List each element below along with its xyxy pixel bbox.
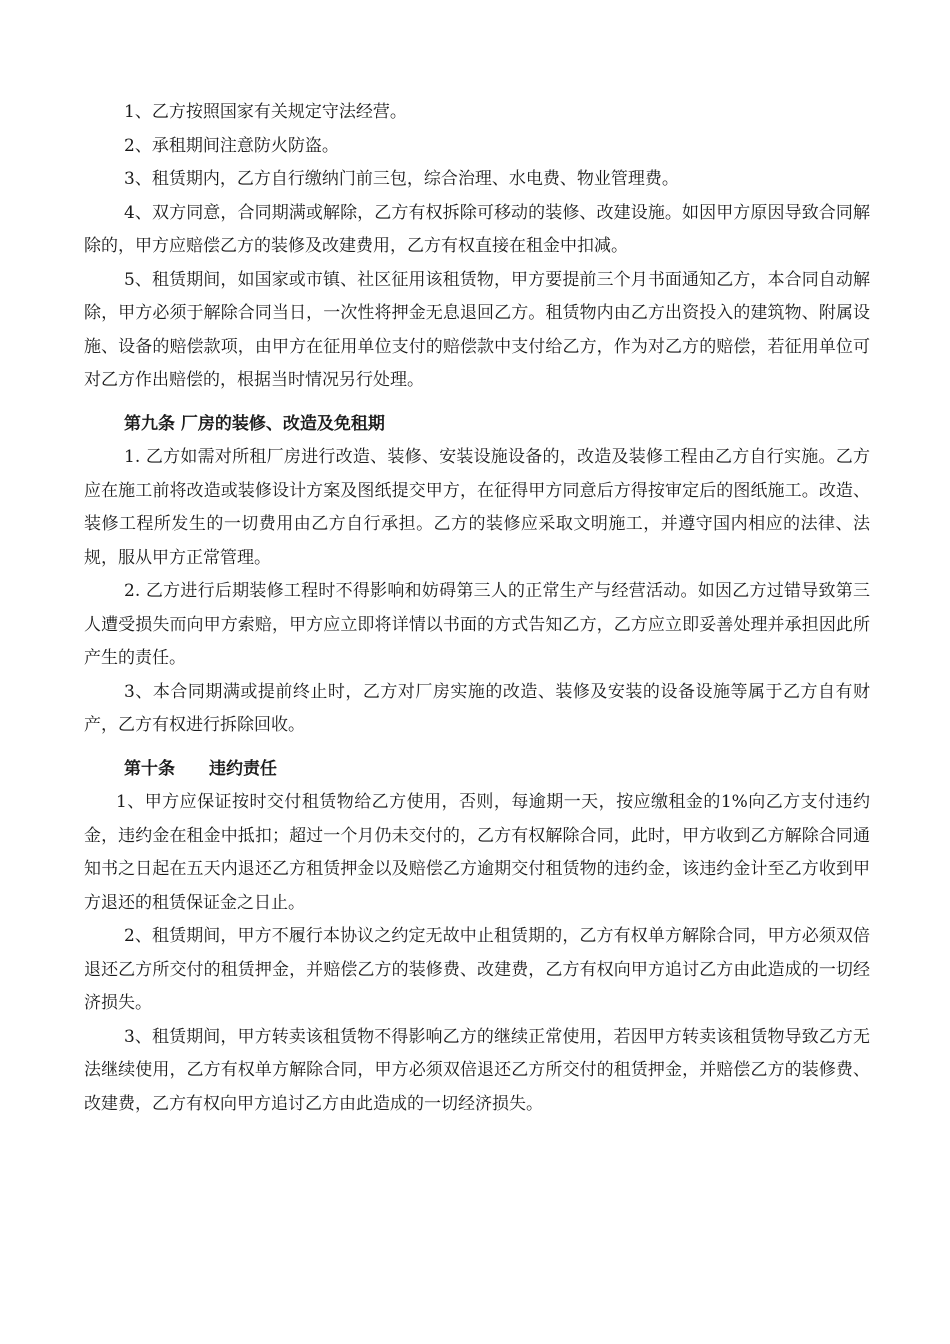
clause-9-heading: 第九条 厂房的装修、改造及免租期 [124, 413, 385, 434]
clause-9-item-1: 1. 乙方如需对所租厂房进行改造、装修、安装设施设备的，改造及装修工程由乙方自行实施。乙方应在施工前将改造或装修设计方案及图纸提交甲方，在征得甲方同意后方得按审定后的图纸施工。改造、装修工程所发生的一切费用由乙方自行承担。乙方的装修应采取文明施工，并遵守国内相应的法律、法规，服从甲方正常管理。 [84, 447, 870, 568]
clause-8-item-5: 5、租赁期间，如国家或市镇、社区征用该租赁物，甲方要提前三个月书面通知乙方，本合同自动解除，甲方必须于解除合同当日，一次性将押金无息退回乙方。租赁物内由乙方出资投入的建筑物、附属设施、设备的赔偿款项，由甲方在征用单位支付的赔偿款中支付给乙方，作为对乙方的赔偿，若征用单位可对乙方作出赔偿的，根据当时情况另行处理。 [84, 269, 870, 390]
clause-10-title: 违约责任 [209, 758, 277, 779]
clause-10-item-3: 3、租赁期间，甲方转卖该租赁物不得影响乙方的继续正常使用，若因甲方转卖该租赁物导致乙方无法继续使用，乙方有权单方解除合同，甲方必须双倍退还乙方所交付的租赁押金，并赔偿乙方的装修费、改建费，乙方有权向甲方追讨乙方由此造成的一切经济损失。 [84, 1026, 870, 1114]
clause-9-item-2: 2. 乙方进行后期装修工程时不得影响和妨碍第三人的正常生产与经营活动。如因乙方过错导致第三人遭受损失而向甲方索赔，甲方应立即将详情以书面的方式告知乙方，乙方应立即妥善处理并承担因此所产生的责任。 [84, 581, 870, 668]
clause-10-item-1: 1、甲方应保证按时交付租赁物给乙方使用，否则，每逾期一天，按应缴租金的1%向乙方支付违约金，违约金在租金中抵扣；超过一个月仍未交付的，乙方有权解除合同，此时，甲方收到乙方解除合同通知书之日起在五天内退还乙方租赁押金以及赔偿乙方逾期交付租赁物的违约金，该违约金计至乙方收到甲方退还的租赁保证金之日止。 [84, 792, 870, 913]
clause-8-item-2: 2、承租期间注意防火防盗。 [124, 135, 339, 156]
clause-10-number: 第十条 [124, 758, 175, 779]
clause-10-item-2: 2、租赁期间，甲方不履行本协议之约定无故中止租赁期的，乙方有权单方解除合同，甲方必须双倍退还乙方所交付的租赁押金，并赔偿乙方的装修费、改建费，乙方有权向甲方追讨乙方由此造成的一切经济损失。 [84, 926, 870, 1013]
clause-8-item-4: 4、双方同意，合同期满或解除，乙方有权拆除可移动的装修、改建设施。如因甲方原因导致合同解除的，甲方应赔偿乙方的装修及改建费用，乙方有权直接在租金中扣减。 [84, 202, 870, 256]
clause-10-heading [84, 753, 870, 787]
document-page [84, 96, 870, 1121]
clause-8-item-1: 1、乙方按照国家有关规定守法经营。 [124, 102, 407, 122]
clause-8-item-3: 3、租赁期内，乙方自行缴纳门前三包，综合治理、水电费、物业管理费。 [124, 169, 679, 189]
clause-9-item-3: 3、本合同期满或提前终止时，乙方对厂房实施的改造、装修及安装的设备设施等属于乙方自有财产，乙方有权进行拆除回收。 [84, 681, 870, 735]
